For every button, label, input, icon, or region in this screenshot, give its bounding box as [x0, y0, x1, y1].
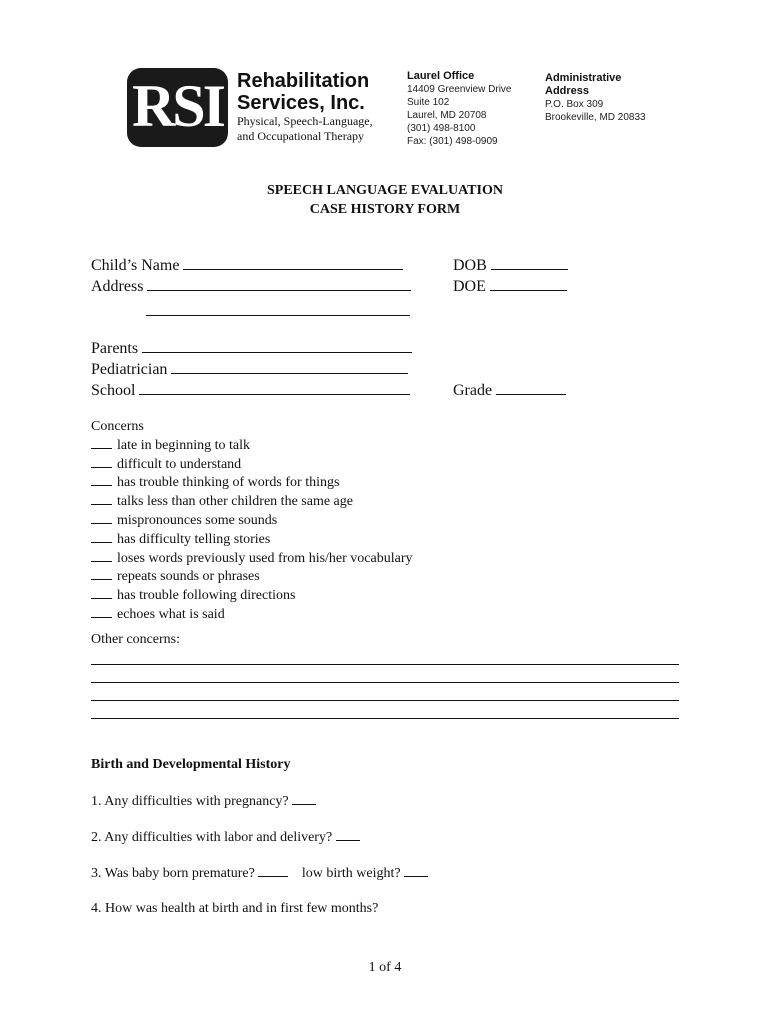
parents-label: Parents [91, 340, 139, 357]
administrative-address [545, 72, 646, 124]
concern-item[interactable] [91, 436, 413, 455]
page-number: 1 of 4 [368, 960, 402, 975]
concern-checkbox[interactable] [91, 549, 112, 562]
concern-label: has difficulty telling stories [117, 531, 271, 547]
company-services [237, 114, 373, 144]
question-2[interactable] [91, 828, 360, 847]
question-4-text: 4. How was health at birth and in first few months? [91, 901, 379, 916]
concern-checkbox[interactable] [91, 586, 112, 599]
birth-weight-blank[interactable] [404, 864, 428, 877]
question-1-blank[interactable] [292, 792, 316, 805]
school-blank[interactable] [139, 380, 410, 395]
dob-blank[interactable] [491, 255, 568, 270]
doe-field[interactable] [453, 276, 567, 297]
form-title-line1: SPEECH LANGUAGE EVALUATION [267, 183, 503, 198]
grade-label: Grade [453, 382, 493, 399]
other-concerns-line[interactable] [91, 664, 679, 665]
parents-blank[interactable] [142, 338, 412, 353]
school-field[interactable] [91, 380, 410, 401]
other-concerns-line[interactable] [91, 682, 679, 683]
concern-label: difficult to understand [117, 456, 242, 472]
concern-label: echoes what is said [117, 606, 225, 622]
concern-label: repeats sounds or phrases [117, 569, 260, 585]
question-2-text: 2. Any difficulties with labor and delivery? [91, 830, 333, 845]
question-1[interactable] [91, 792, 316, 811]
office-line1: 14409 Greenview Drive [407, 84, 512, 95]
other-concerns-label: Other concerns: [91, 632, 181, 647]
address-blank[interactable] [147, 276, 411, 291]
concern-item[interactable] [91, 492, 413, 511]
address-label: Address [91, 278, 144, 295]
concern-item[interactable] [91, 511, 413, 530]
concern-checkbox[interactable] [91, 436, 112, 449]
company-name-line2: Services, Inc. [237, 92, 365, 114]
question-3-weight-text: low birth weight? [301, 866, 401, 881]
concern-item[interactable] [91, 586, 413, 605]
doe-blank[interactable] [490, 276, 567, 291]
other-concerns-line[interactable] [91, 718, 679, 719]
question-3-text: 3. Was baby born premature? [91, 866, 255, 881]
doe-label: DOE [453, 278, 486, 295]
concerns-heading: Concerns [91, 419, 144, 434]
office-line5: Fax: (301) 498-0909 [407, 136, 498, 147]
office-line4: (301) 498-8100 [407, 123, 476, 134]
concern-item[interactable] [91, 530, 413, 549]
question-3[interactable] [91, 864, 428, 883]
concern-item[interactable] [91, 455, 413, 474]
pediatrician-blank[interactable] [171, 359, 408, 374]
concern-item[interactable] [91, 605, 413, 624]
dob-field[interactable] [453, 255, 568, 276]
dob-label: DOB [453, 257, 487, 274]
admin-heading2: Address [545, 85, 590, 97]
admin-heading1: Administrative [545, 72, 622, 84]
concern-label: loses words previously used from his/her vocabulary [117, 550, 413, 566]
concern-checkbox[interactable] [91, 530, 112, 543]
admin-line1: P.O. Box 309 [545, 99, 604, 110]
concern-checkbox[interactable] [91, 605, 112, 618]
company-name-line1: Rehabilitation [237, 70, 370, 92]
concern-label: talks less than other children the same age [117, 494, 353, 510]
grade-field[interactable] [453, 380, 566, 401]
grade-blank[interactable] [496, 380, 566, 395]
concern-label: mispronounces some sounds [117, 512, 278, 528]
address-line2-blank[interactable] [146, 315, 410, 316]
concern-item[interactable] [91, 549, 413, 568]
concern-checkbox[interactable] [91, 455, 112, 468]
childs-name-field[interactable] [91, 255, 403, 276]
office-line3: Laurel, MD 20708 [407, 110, 487, 121]
concern-checkbox[interactable] [91, 473, 112, 486]
concern-checkbox[interactable] [91, 511, 112, 524]
birth-history-heading: Birth and Developmental History [91, 757, 291, 772]
question-2-blank[interactable] [336, 828, 360, 841]
childs-name-blank[interactable] [183, 255, 403, 270]
other-concerns-line[interactable] [91, 700, 679, 701]
concerns-list [91, 418, 413, 624]
pediatrician-field[interactable] [91, 359, 408, 380]
premature-blank[interactable] [258, 864, 288, 877]
concern-item[interactable] [91, 473, 413, 492]
services-line2: and Occupational Therapy [237, 129, 365, 143]
admin-line2: Brookeville, MD 20833 [545, 112, 646, 123]
office-line2: Suite 102 [407, 97, 450, 108]
question-1-text: 1. Any difficulties with pregnancy? [91, 794, 289, 809]
logo-letters: RSI [131, 73, 224, 139]
parents-field[interactable] [91, 338, 412, 359]
concern-item[interactable] [91, 567, 413, 586]
school-label: School [91, 382, 136, 399]
rsi-logo [127, 68, 228, 147]
pediatrician-label: Pediatrician [91, 361, 168, 378]
concern-checkbox[interactable] [91, 567, 112, 580]
question-4 [91, 900, 378, 918]
services-line1: Physical, Speech-Language, [237, 114, 373, 128]
concern-label: has trouble following directions [117, 588, 296, 604]
childs-name-label: Child’s Name [91, 257, 180, 274]
concern-label: late in beginning to talk [117, 437, 250, 453]
office-heading: Laurel Office [407, 70, 475, 82]
form-title-line2: CASE HISTORY FORM [309, 202, 461, 217]
address-field[interactable] [91, 276, 411, 297]
company-name [237, 70, 369, 114]
concern-checkbox[interactable] [91, 492, 112, 505]
laurel-office-address [407, 70, 512, 148]
concern-label: has trouble thinking of words for things [117, 475, 340, 491]
